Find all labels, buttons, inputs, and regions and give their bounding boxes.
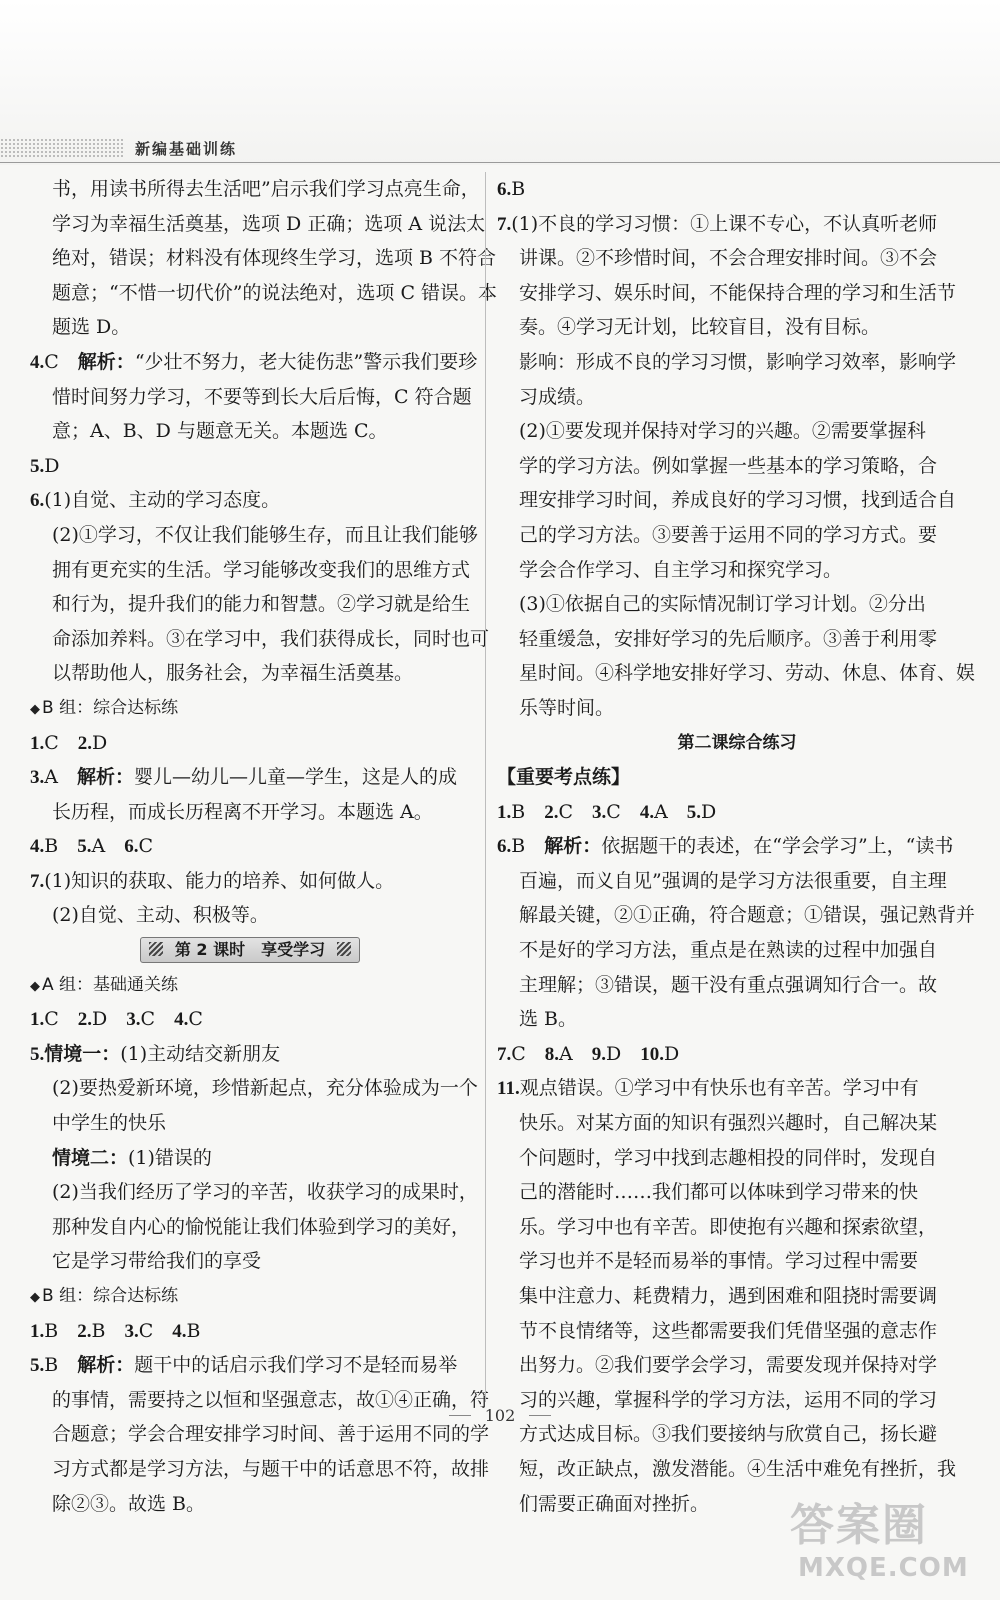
text-line: 奏。④学习无计划，比较盲目，没有目标。: [519, 316, 881, 339]
footer-dash-right: [529, 1415, 551, 1416]
answer-number: 10.: [640, 1043, 665, 1065]
answer-value: B: [511, 835, 545, 858]
answer-number: 7.: [30, 870, 45, 892]
text-line: 方式达成目标。③我们要接纳与欣赏自己，扬长避: [519, 1423, 938, 1446]
group-heading: [30, 691, 470, 726]
answer-item: [30, 864, 470, 899]
text-line: 题选 D。: [52, 316, 131, 339]
footer-dash-left: [449, 1415, 471, 1416]
text-line: 题意；“不惜一切代价”的说法绝对，选项 C 错误。本: [52, 281, 498, 304]
right-column: [497, 172, 977, 1521]
diamond-icon: ◆: [30, 978, 40, 994]
answer-row: [30, 726, 470, 761]
text-line: 中学生的快乐: [52, 1112, 167, 1135]
text-line: 意；A、B、D 与题意无关。本题选 C。: [52, 420, 388, 443]
answer-number: 2.: [77, 1009, 93, 1031]
text-line: (2)当我们经历了学习的辛苦，收获学习的成果时，: [52, 1181, 478, 1204]
text-line: 学习为幸福生活奠基，选项 D 正确；选项 A 说法太: [52, 212, 486, 235]
answer-number: 4.: [174, 1009, 189, 1031]
answer-value: C: [44, 1008, 78, 1031]
text-line: 理安排学习时间，养成良好的学习习惯，找到适合自: [519, 489, 957, 512]
text-line: 习方式都是学习方法，与题干中的话意思不符，故排: [52, 1457, 490, 1480]
answer-number: 5.: [77, 836, 92, 858]
text-line: (2)①要发现并保持对学习的兴趣。②需要掌握科: [519, 420, 926, 443]
text-line: 主理解；③错误，题干没有重点强调知行合一。故: [519, 973, 938, 996]
text-line: 节不良情绪等，这些都需要我们凭借坚强的意志作: [519, 1319, 938, 1342]
answer-number: 4.: [639, 801, 655, 823]
group-heading-text: A 组：基础通关练: [42, 974, 179, 995]
answer-label: 情境一：: [44, 1042, 121, 1065]
answer-row: [30, 829, 470, 864]
answer-number: 5.: [30, 455, 45, 477]
answer-value: B: [44, 1354, 78, 1377]
text-line: (3)①依据自己的实际情况制订学习计划。②分出: [519, 593, 926, 616]
answer-label: 解析：: [77, 1354, 135, 1377]
text-line: 轻重缓急，安排好学习的先后顺序。③善于利用零: [519, 627, 938, 650]
text-line: 快乐。对某方面的知识有强烈兴趣时，自己解决某: [519, 1112, 938, 1135]
text-line: 己的潜能时……我们都可以体味到学习带来的快: [519, 1181, 919, 1204]
text-line: 学会合作学习、自主学习和探究学习。: [519, 558, 843, 581]
text-line: 百遍，而义自见”强调的是学习方法很重要，自主理: [519, 869, 947, 892]
text-line: 拥有更充实的生活。学习能够改变我们的思维方式: [52, 558, 471, 581]
text-line: 绝对，错误；材料没有体现终生学习，选项 B 不符合: [52, 247, 497, 270]
answer-value: B: [91, 1319, 125, 1342]
answer-number: 2.: [77, 732, 93, 754]
diamond-icon: ◆: [30, 1290, 40, 1305]
text-line: 不是好的学习方法，重点是在熟读的过程中加强自: [519, 939, 938, 962]
answer-item: [30, 449, 470, 484]
scenario-text: (1)错误的: [128, 1146, 212, 1169]
answer-number: 1.: [30, 732, 45, 754]
text-line: 合题意；学会合理安排学习时间、善于运用不同的学: [52, 1423, 490, 1446]
watermark-logo: [790, 1500, 990, 1595]
answer-number: 7.: [497, 1043, 512, 1065]
answer-number: 9.: [591, 1043, 607, 1065]
answer-value: B: [44, 1319, 78, 1342]
text-line: 们需要正确面对挫折。: [519, 1492, 710, 1515]
answer-value: D: [701, 800, 717, 823]
answer-value: D: [664, 1042, 680, 1065]
answer-value: A: [44, 766, 77, 789]
answer-value: D: [92, 731, 108, 754]
answer-value: A: [91, 835, 125, 858]
lesson-banner-title: 第 2 课时 享受学习: [140, 937, 360, 963]
answer-item: [30, 345, 478, 380]
answer-row: [30, 1314, 470, 1349]
text-line: 乐等时间。: [519, 696, 615, 719]
answer-text: 婴儿—幼儿—儿童—学生，这是人的成: [134, 766, 458, 789]
answer-value: B: [186, 1319, 201, 1342]
text-line: 除②③。故选 B。: [52, 1492, 206, 1515]
text-line: 长历程，而成长历程离不开学习。本题选 A。: [52, 800, 433, 823]
answer-number: 7.: [497, 213, 512, 235]
text-line: 的事情，需要持之以恒和坚强意志，故①④正确，符: [52, 1388, 490, 1411]
text-line: 己的学习方法。③要善于运用不同的学习方式。要: [519, 523, 938, 546]
group-heading-text: B 组：综合达标练: [42, 697, 179, 718]
answer-value: 观点错误。①学习中有快乐也有辛苦。学习中有: [519, 1077, 919, 1100]
watermark-bottom-text: MXQE.COM: [798, 1553, 969, 1583]
answer-value: B: [44, 835, 78, 858]
answer-value: B: [511, 178, 526, 200]
answer-number: 8.: [544, 1043, 560, 1065]
group-heading-text: B 组：综合达标练: [42, 1286, 179, 1306]
answer-label: 解析：: [544, 835, 602, 858]
text-line: 学的学习方法。例如掌握一些基本的学习策略，合: [519, 454, 938, 477]
answer-number: 3.: [126, 1009, 141, 1031]
text-line: 惜时间努力学习，不要等到长大后后悔，C 符合题: [52, 385, 472, 408]
answer-row: [497, 795, 977, 830]
answer-value: D: [92, 1008, 127, 1031]
answer-value: (1)自觉、主动的学习态度。: [44, 489, 281, 512]
answer-value: C: [44, 731, 78, 754]
answer-number: 6.: [497, 836, 512, 858]
header-dot-pattern: [0, 138, 125, 158]
answer-number: 1.: [30, 1320, 45, 1342]
lesson-banner: [30, 933, 470, 968]
answer-row: [497, 1037, 977, 1072]
answer-number: 4.: [30, 836, 45, 858]
text-line: 学习也并不是轻而易举的事情。学习过程中需要: [519, 1250, 919, 1273]
scenario-line: [30, 1141, 470, 1176]
group-heading: [30, 968, 470, 1003]
answer-value: C: [606, 800, 640, 823]
answer-value: C: [511, 1042, 545, 1065]
text-line: (2)要热爱新环境，珍惜新起点，充分体验成为一个: [52, 1077, 478, 1100]
page-footer: [0, 1400, 1000, 1430]
answer-value: A: [559, 1042, 592, 1065]
answer-number: 6.: [124, 836, 139, 858]
text-line: 它是学习带给我们的享受: [52, 1250, 262, 1273]
text-line: 命添加养料。③在学习中，我们获得成长，同时也可: [52, 627, 490, 650]
answer-number: 5.: [30, 1355, 45, 1377]
text-line: 安排学习、娱乐时间，不能保持合理的学习和生活节: [519, 281, 957, 304]
answer-number: 11.: [497, 1078, 520, 1100]
answer-number: 3.: [592, 801, 607, 823]
answer-value: C: [558, 800, 593, 823]
text-line: 习的兴趣，掌握科学的学习方法，运用不同的学习: [519, 1388, 938, 1411]
text-line: 解最关键，②①正确，符合题意；①错误，强记熟背并: [519, 904, 976, 927]
text-line: 选 B。: [519, 1008, 578, 1031]
answer-value: C: [138, 835, 153, 858]
answer-row: [30, 1002, 470, 1037]
answer-number: 3.: [124, 1320, 139, 1342]
answer-value: C: [188, 1008, 203, 1031]
answer-number: 4.: [30, 351, 45, 373]
answer-number: 2.: [77, 1320, 92, 1342]
answer-item: [30, 1348, 470, 1383]
answer-value: (1)知识的获取、能力的培养、如何做人。: [44, 869, 395, 892]
answer-value: D: [606, 1042, 641, 1065]
answer-value: C: [138, 1319, 173, 1342]
answer-value: D: [44, 454, 60, 477]
subsection-heading: 【重要考点练】: [497, 766, 631, 789]
answer-item: [30, 1037, 470, 1072]
answer-number: 3.: [30, 767, 45, 789]
answer-number: 6.: [497, 179, 512, 200]
answer-value: C: [44, 350, 78, 373]
answer-item: [497, 207, 977, 242]
answer-item: [497, 1071, 977, 1106]
text-line: 星时间。④科学地安排好学习、劳动、休息、体育、娱: [519, 662, 976, 685]
book-series-title: 新编基础训练: [135, 140, 238, 158]
left-column: [30, 172, 498, 1521]
text-line: 个问题时，学习中找到志趣相投的同伴时，发现自: [519, 1146, 938, 1169]
watermark-top-text: 答案圈: [790, 1500, 928, 1551]
section-title: 第二课综合练习: [677, 732, 797, 753]
answer-text: “少壮不努力，老大徒伤悲”警示我们要珍: [134, 350, 478, 373]
answer-value: (1)不良的学习习惯：①上课不专心，不认真听老师: [511, 212, 938, 235]
column-divider: [485, 172, 486, 1402]
answer-number: 2.: [544, 801, 559, 823]
answer-number: 6.: [30, 490, 45, 512]
answer-item: [497, 172, 977, 207]
answer-value: C: [140, 1008, 175, 1031]
answer-label: 解析：: [77, 350, 135, 373]
page-number: 102: [484, 1405, 516, 1425]
answer-number: 1.: [497, 801, 512, 823]
text-line: 书，用读书所得去生活吧”启示我们学习点亮生命，: [52, 178, 480, 200]
text-line: 乐。学习中也有辛苦。即使抱有兴趣和探索欲望，: [519, 1215, 938, 1238]
group-heading: [30, 1279, 470, 1314]
answer-text: 依据题干的表述，在“学会学习”上，“读书: [601, 835, 954, 858]
diamond-icon: ◆: [30, 701, 40, 717]
answer-item: [30, 483, 470, 518]
answer-text: (1)主动结交新朋友: [120, 1042, 281, 1065]
text-line: 集中注意力、耗费精力，遇到困难和阻挠时需要调: [519, 1285, 938, 1307]
text-line: 出努力。②我们要学会学习，需要发现并保持对学: [519, 1354, 938, 1377]
answer-number: 1.: [30, 1009, 45, 1031]
text-line: 以帮助他人，服务社会，为幸福生活奠基。: [52, 662, 414, 685]
text-line: (2)自觉、主动、积极等。: [52, 904, 269, 927]
answer-number: 5.: [686, 801, 702, 823]
header-rule: [0, 162, 1000, 163]
answer-label: 解析：: [76, 766, 134, 789]
text-line: 和行为，提升我们的能力和智慧。②学习就是给生: [52, 593, 471, 616]
text-line: 习成绩。: [519, 385, 596, 408]
scenario-label: 情境二：: [52, 1146, 129, 1169]
answer-value: A: [654, 800, 687, 823]
answer-item: [497, 829, 977, 864]
text-line: 影响：形成不良的学习习惯，影响学习效率，影响学: [519, 350, 957, 373]
answer-text: 题干中的话启示我们学习不是轻而易举: [134, 1354, 458, 1377]
answer-value: B: [511, 800, 545, 823]
text-line: 讲课。②不珍惜时间，不会合理安排时间。③不会: [519, 247, 938, 270]
text-line: 短，改正缺点，激发潜能。④生活中难免有挫折，我: [519, 1457, 957, 1480]
answer-number: 5.: [30, 1043, 45, 1065]
text-line: 那种发自内心的愉悦能让我们体验到学习的美好，: [52, 1215, 471, 1238]
text-line: (2)①学习，不仅让我们能够生存，而且让我们能够: [52, 523, 478, 546]
answer-item: [30, 760, 470, 795]
answer-number: 4.: [172, 1320, 187, 1342]
